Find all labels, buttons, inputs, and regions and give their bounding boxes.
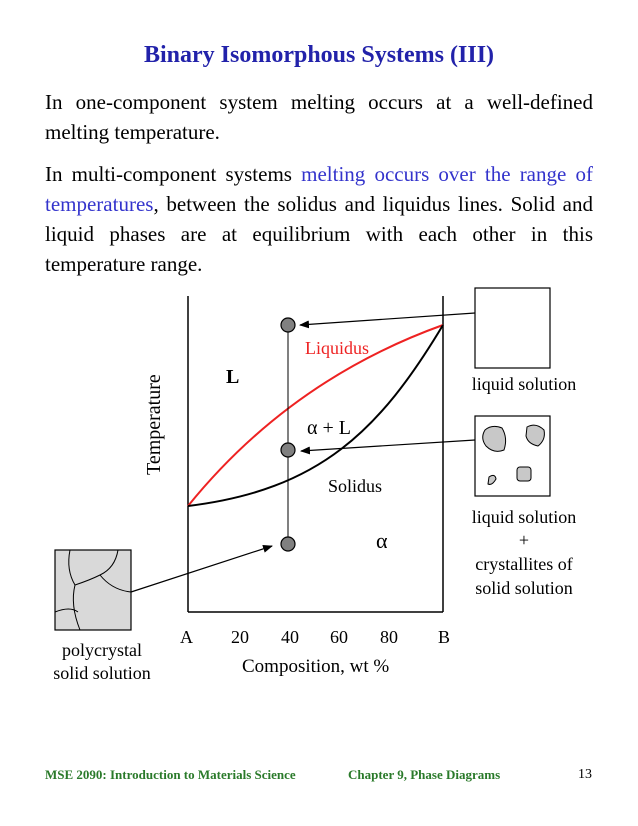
state-point-liquid (281, 318, 295, 332)
x-tick-B: B (438, 627, 451, 647)
crystallite-3 (517, 467, 531, 481)
x-tick-40: 40 (281, 627, 299, 647)
arrow-from-polycrystal (131, 546, 272, 592)
y-axis-label: Temperature (143, 374, 165, 475)
polycrystal-caption-line2: solid solution (53, 663, 151, 683)
footer-chapter: Chapter 9, Phase Diagrams (348, 767, 501, 782)
region-alpha-L-label: α + L (307, 417, 351, 439)
x-tick-A: A (180, 627, 193, 647)
mix-caption-line1: liquid solution (471, 507, 577, 527)
x-tick-60: 60 (330, 627, 348, 647)
liquid-solution-box (475, 288, 550, 368)
mix-caption-line2: + (518, 530, 530, 550)
region-L-label: L (226, 366, 240, 388)
mix-caption-line3: crystallites of (475, 554, 573, 574)
footer-page-number: 13 (578, 767, 592, 782)
paragraph-2-highlight: melting occurs over the range of temperatures (45, 162, 593, 216)
footer-course: MSE 2090: Introduction to Materials Science (45, 767, 296, 782)
page-title: Binary Isomorphous Systems (III) (143, 42, 495, 68)
paragraph-one-component: In one-component system melting occurs at a well-defined melting temperature. (45, 90, 593, 144)
x-axis-label: Composition, wt % (242, 656, 390, 677)
x-tick-20: 20 (231, 627, 249, 647)
arrow-to-liquid-point (300, 313, 475, 325)
x-tick-80: 80 (380, 627, 398, 647)
arrow-to-two-phase-point (301, 440, 475, 451)
liquid-solution-caption: liquid solution (471, 374, 577, 394)
state-point-two-phase (281, 443, 295, 457)
mix-caption-line4: solid solution (475, 578, 573, 598)
paragraph-2-after: , between the solidus and liquidus lines. Solid and liquid phases are at equilibrium with each other in this temperature range. (45, 192, 593, 276)
liquidus-label: Liquidus (305, 338, 370, 358)
paragraph-2-before: In multi-component systems (45, 162, 302, 186)
polycrystal-caption-line1: polycrystal (62, 640, 142, 660)
state-point-solid (281, 537, 295, 551)
solidus-label: Solidus (328, 476, 383, 496)
region-alpha-label: α (376, 528, 388, 553)
polycrystal-box (55, 550, 131, 630)
